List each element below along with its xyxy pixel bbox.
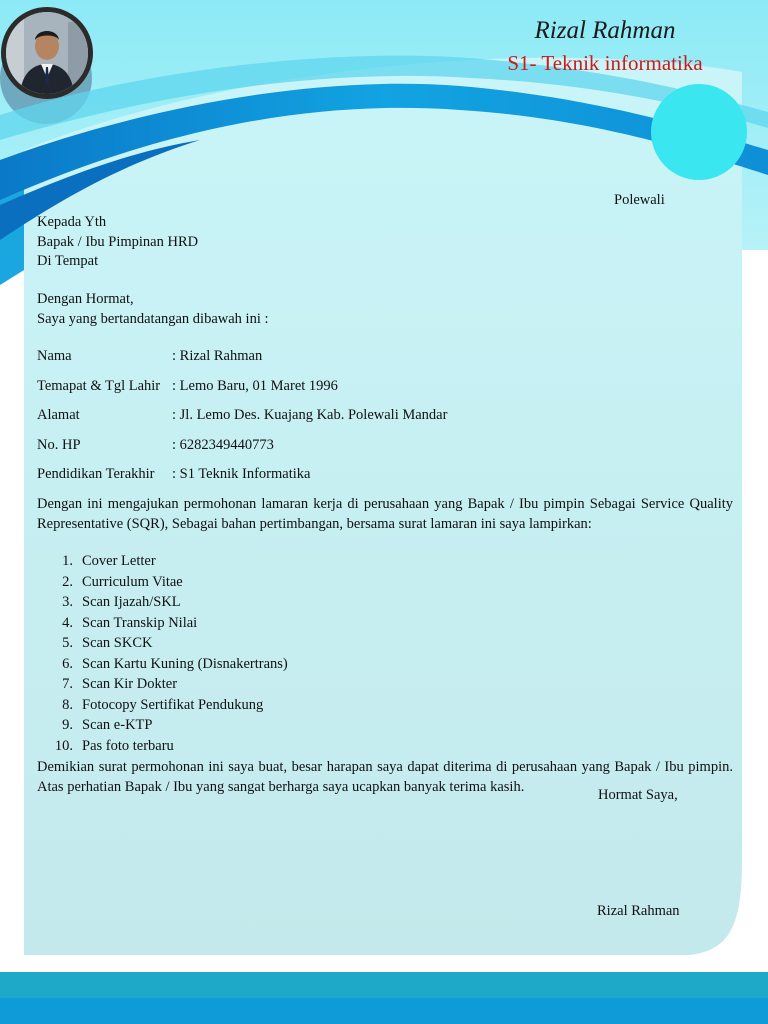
list-item	[37, 675, 288, 696]
accent-circle	[651, 84, 747, 180]
list-number: 5.	[62, 635, 73, 651]
recipient-line: Di Tempat	[37, 253, 99, 270]
info-row-phone	[37, 436, 637, 466]
list-number: 8.	[62, 696, 73, 713]
greeting-block	[37, 290, 269, 329]
list-text: Scan Ijazah/SKL	[82, 594, 181, 610]
list-number: 2.	[62, 573, 73, 590]
recipient-line: Kepada Yth	[37, 214, 107, 230]
list-item	[37, 716, 288, 737]
list-text: Scan Kir Dokter	[82, 676, 178, 692]
info-label: No. HP	[37, 436, 81, 453]
list-item	[37, 634, 288, 655]
list-number: 6.	[62, 655, 73, 672]
header-degree: S1- Teknik informatika	[507, 51, 703, 75]
info-value: : S1 Teknik Informatika	[172, 466, 311, 483]
list-number: 10.	[54, 737, 73, 754]
list-number: 9.	[62, 717, 73, 733]
profile-photo-icon	[6, 12, 88, 94]
list-item	[37, 573, 288, 594]
list-item	[37, 737, 288, 758]
recipient-block	[37, 213, 198, 272]
info-label: Temapat & Tgl Lahir	[37, 377, 161, 394]
signer-name: Rizal Rahman	[597, 903, 680, 919]
info-value: : 6282349440773	[172, 436, 274, 453]
info-row-education	[37, 465, 637, 495]
profile-photo	[1, 7, 93, 99]
list-text: Scan Kartu Kuning (Disnakertrans)	[82, 655, 288, 672]
bottom-band-dark	[0, 998, 768, 1024]
info-label: Alamat	[37, 407, 80, 424]
intro-paragraph: Dengan ini mengajukan permohonan lamaran kerja di perusahaan yang Bapak / Ibu pimpin Sebagai Service Quality Representative (SQR), Sebagai bahan pertimbangan, bersama surat lamaran ini saya lampirkan:	[37, 496, 733, 532]
list-item	[37, 552, 288, 573]
recipient-line: Bapak / Ibu Pimpinan HRD	[37, 233, 199, 250]
greeting-line: Dengan Hormat,	[37, 291, 134, 307]
list-item	[37, 593, 288, 614]
info-row-birth	[37, 377, 637, 407]
bottom-band-light	[0, 972, 768, 998]
list-text: Fotocopy Sertifikat Pendukung	[82, 696, 264, 713]
list-text: Scan e-KTP	[82, 717, 153, 733]
header-name: Rizal Rahman	[534, 17, 676, 44]
list-number: 4.	[62, 614, 73, 631]
list-text: Curriculum Vitae	[82, 573, 183, 590]
list-number: 3.	[62, 594, 73, 610]
info-value: : Rizal Rahman	[172, 348, 263, 364]
info-value: : Lemo Baru, 01 Maret 1996	[172, 377, 338, 394]
applicant-info	[37, 347, 637, 495]
list-item	[37, 614, 288, 635]
list-number: 1.	[62, 553, 73, 569]
list-text: Pas foto terbaru	[82, 737, 174, 754]
info-row-name	[37, 347, 637, 377]
closing-salutation: Hormat Saya,	[598, 787, 678, 803]
info-row-address	[37, 406, 637, 436]
list-text: Cover Letter	[82, 553, 156, 569]
closing-paragraph: Demikian surat permohonan ini saya buat, besar harapan saya dapat diterima di perusahaan yang Bapak / Ibu pimpin. Atas perhatian Bapak / Ibu yang sangat berharga saya ucapkan banyak terima kasih.	[37, 759, 733, 795]
letter-place: Polewali	[614, 192, 665, 208]
info-label: Nama	[37, 348, 72, 364]
list-number: 7.	[62, 676, 73, 692]
greeting-line: Saya yang bertandatangan dibawah ini :	[37, 310, 269, 327]
list-text: Scan SKCK	[82, 635, 153, 651]
list-item	[37, 655, 288, 676]
info-label: Pendidikan Terakhir	[37, 466, 155, 483]
attachment-list	[37, 552, 288, 757]
info-value: : Jl. Lemo Des. Kuajang Kab. Polewali Mandar	[172, 407, 448, 424]
list-item	[37, 696, 288, 717]
list-text: Scan Transkip Nilai	[82, 614, 198, 631]
